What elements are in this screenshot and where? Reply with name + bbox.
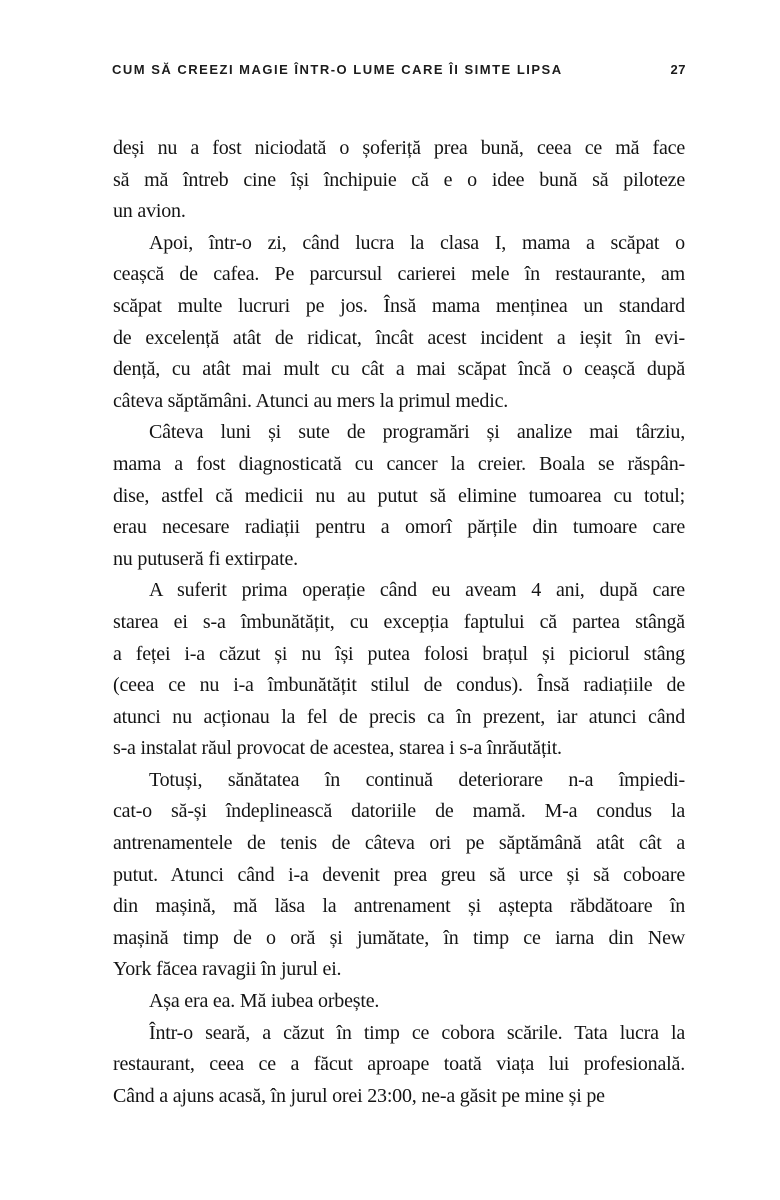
- text-line: dență, cu atât mai mult cu cât a mai scăpat încă o ceașcă după: [113, 358, 685, 381]
- text-line: dise, astfel că medicii nu au putut să elimine tumoarea cu totul;: [113, 484, 685, 507]
- page-number: 27: [670, 62, 686, 77]
- text-line: deși nu a fost niciodată o șoferiță prea bună, ceea ce mă face: [113, 137, 685, 159]
- paragraph: [113, 575, 685, 765]
- text-line: scăpat multe lucruri pe jos. Însă mama menținea un standard: [113, 294, 685, 317]
- text-line: Așa era ea. Mă iubea orbește.: [149, 990, 380, 1013]
- text-line: (ceea ce nu i-a îmbunătățit stilul de condus). Însă radiațiile de: [113, 674, 685, 697]
- text-line: Când a ajuns acasă, în jurul orei 23:00, ne-a găsit pe mine și pe: [113, 1084, 605, 1107]
- text-line: s-a instalat răul provocat de acestea, starea i s-a înrăutățit.: [113, 737, 562, 760]
- text-line: erau necesare radiații pentru a omorî părțile din tumoare care: [113, 516, 685, 539]
- paragraph: [113, 765, 685, 986]
- text-line: Într-o seară, a căzut în timp ce cobora scările. Tata lucra la: [149, 1021, 685, 1044]
- text-line: câteva săptămâni. Atunci au mers la primul medic.: [113, 389, 509, 412]
- text-line: mama a fost diagnosticată cu cancer la creier. Boala se răspân-: [113, 452, 685, 475]
- text-line: Totuși, sănătatea în continuă deteriorare n-a împiedi-: [149, 768, 685, 791]
- text-line: a feței i-a căzut și nu își putea folosi brațul și piciorul stâng: [113, 642, 685, 665]
- page-body: [113, 133, 685, 1112]
- text-line: nu putuseră fi extirpate.: [113, 547, 298, 570]
- running-header-title: CUM SĂ CREEZI MAGIE ÎNTR-O LUME CARE ÎI SIMTE LIPSA: [112, 62, 563, 77]
- text-line: să mă întreb cine își închipuie că e o idee bună să piloteze: [113, 168, 685, 191]
- text-line: cat-o să-și îndeplinească datoriile de mamă. M-a condus la: [113, 800, 685, 823]
- text-line: un avion.: [113, 200, 186, 223]
- paragraph: [113, 417, 685, 575]
- paragraph: [113, 1018, 685, 1113]
- text-line: Apoi, într-o zi, când lucra la clasa I, mama a scăpat o: [149, 231, 685, 254]
- paragraph: [113, 228, 685, 418]
- text-line: antrenamentele de tenis de câteva ori pe săptămână atât cât a: [113, 832, 685, 855]
- text-line: restaurant, ceea ce a făcut aproape toată viața lui profesională.: [113, 1053, 685, 1076]
- text-line: atunci nu acționau la fel de precis ca în prezent, iar atunci când: [113, 705, 685, 728]
- text-line: mașină timp de o oră și jumătate, în timp ce iarna din New: [113, 926, 685, 949]
- text-line: din mașină, mă lăsa la antrenament și aștepta răbdătoare în: [113, 895, 685, 918]
- text-line: de excelență atât de ridicat, încât acest incident a ieșit în evi-: [113, 326, 685, 349]
- paragraph: [113, 986, 685, 1018]
- text-line: York făcea ravagii în jurul ei.: [113, 958, 342, 981]
- text-line: putut. Atunci când i-a devenit prea greu să urce și să coboare: [113, 863, 685, 886]
- running-header: [112, 62, 686, 77]
- paragraph: [113, 133, 685, 228]
- text-line: A suferit prima operație când eu aveam 4 ani, după care: [149, 579, 685, 602]
- text-line: ceașcă de cafea. Pe parcursul carierei mele în restaurante, am: [113, 263, 685, 286]
- text-line: Câteva luni și sute de programări și analize mai târziu,: [149, 421, 685, 444]
- text-line: starea ei s-a îmbunătățit, cu excepția faptului că partea stângă: [113, 610, 685, 633]
